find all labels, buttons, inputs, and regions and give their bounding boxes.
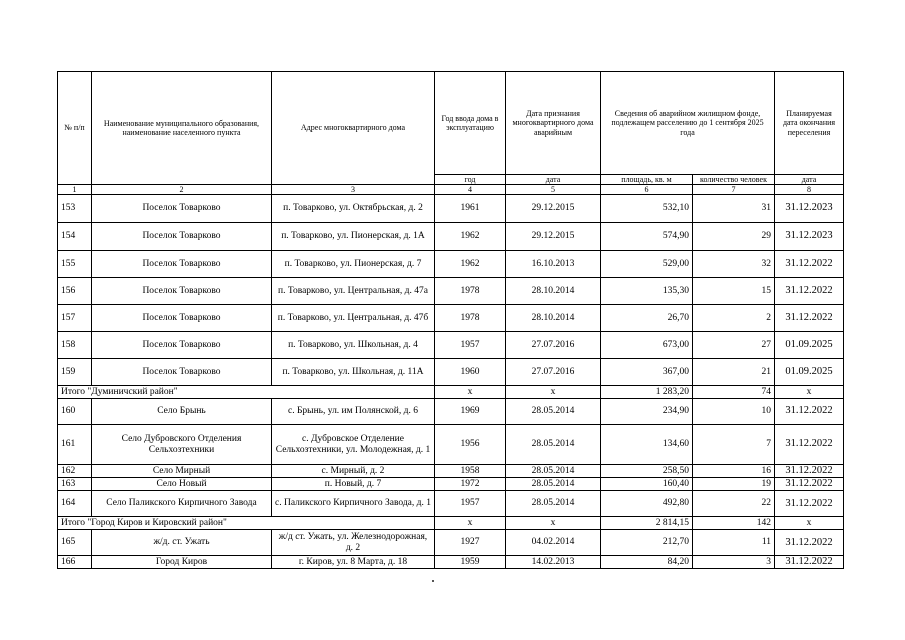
- row-area: 492,80: [601, 491, 693, 517]
- row-planned-date: 31.12.2022: [775, 530, 844, 556]
- row-emergency-date: 28.10.2014: [506, 305, 601, 332]
- row-municipality: Село Паликского Кирпичного Завода: [92, 491, 272, 517]
- header-col-number: № п/п: [58, 72, 92, 185]
- header-unit-plan-date: дата: [775, 175, 844, 185]
- row-people: 32: [693, 251, 775, 278]
- row-planned-date: 01.09.2025: [775, 359, 844, 386]
- row-area: 574,90: [601, 223, 693, 251]
- row-number: 157: [58, 305, 92, 332]
- table-row: [58, 556, 844, 569]
- column-number: 4: [435, 185, 506, 195]
- row-emergency-date: 29.12.2015: [506, 223, 601, 251]
- row-people: 22: [693, 491, 775, 517]
- row-year: 1957: [435, 332, 506, 359]
- row-area: 367,00: [601, 359, 693, 386]
- row-address: п. Товарково, ул. Центральная, д. 47б: [272, 305, 435, 332]
- row-municipality: Поселок Товарково: [92, 223, 272, 251]
- row-people: 7: [693, 425, 775, 465]
- table-row: [58, 530, 844, 556]
- table-row: [58, 251, 844, 278]
- row-people: 10: [693, 399, 775, 425]
- row-planned-date: 31.12.2022: [775, 425, 844, 465]
- row-address: п. Товарково, ул. Пионерская, д. 7: [272, 251, 435, 278]
- row-people: 2: [693, 305, 775, 332]
- row-area: 673,00: [601, 332, 693, 359]
- row-municipality: Село Мирный: [92, 465, 272, 478]
- row-address: п. Товарково, ул. Пионерская, д. 1А: [272, 223, 435, 251]
- total-area: 2 814,15: [601, 517, 693, 530]
- row-people: 11: [693, 530, 775, 556]
- row-municipality: Поселок Товарково: [92, 305, 272, 332]
- table-row: [58, 332, 844, 359]
- row-area: 26,70: [601, 305, 693, 332]
- row-people: 15: [693, 278, 775, 305]
- header-row: [58, 72, 844, 175]
- row-area: 234,90: [601, 399, 693, 425]
- table-row: [58, 223, 844, 251]
- row-year: 1960: [435, 359, 506, 386]
- row-number: 162: [58, 465, 92, 478]
- row-year: 1962: [435, 251, 506, 278]
- row-number: 165: [58, 530, 92, 556]
- row-municipality: Село Новый: [92, 478, 272, 491]
- row-area: 134,60: [601, 425, 693, 465]
- row-planned-date: 01.09.2025: [775, 332, 844, 359]
- row-people: 16: [693, 465, 775, 478]
- row-municipality: Поселок Товарково: [92, 278, 272, 305]
- row-people: 21: [693, 359, 775, 386]
- row-year: 1958: [435, 465, 506, 478]
- total-date: х: [506, 386, 601, 399]
- row-year: 1972: [435, 478, 506, 491]
- row-municipality: Село Дубровского Отделения Сельхозтехники: [92, 425, 272, 465]
- row-municipality: Поселок Товарково: [92, 251, 272, 278]
- row-area: 160,40: [601, 478, 693, 491]
- header-unit-date: дата: [506, 175, 601, 185]
- column-numbers-row: [58, 185, 844, 195]
- column-number: 3: [272, 185, 435, 195]
- row-municipality: ж/д. ст. Ужать: [92, 530, 272, 556]
- row-address: с. Паликского Кирпичного Завода, д. 1: [272, 491, 435, 517]
- row-people: 19: [693, 478, 775, 491]
- row-number: 161: [58, 425, 92, 465]
- row-emergency-date: 28.10.2014: [506, 278, 601, 305]
- row-planned-date: 31.12.2022: [775, 399, 844, 425]
- row-number: 164: [58, 491, 92, 517]
- table-row: [58, 278, 844, 305]
- resettlement-table: [57, 71, 844, 569]
- row-municipality: Город Киров: [92, 556, 272, 569]
- row-planned-date: 31.12.2023: [775, 195, 844, 223]
- row-year: 1962: [435, 223, 506, 251]
- table-row: [58, 399, 844, 425]
- row-people: 27: [693, 332, 775, 359]
- table-row: [58, 305, 844, 332]
- row-year: 1959: [435, 556, 506, 569]
- total-date: х: [506, 517, 601, 530]
- row-emergency-date: 04.02.2014: [506, 530, 601, 556]
- header-col-municipality: Наименование муниципального образования, наименование населенного пункта: [92, 72, 272, 185]
- row-area: 532,10: [601, 195, 693, 223]
- header-col-housing-info: Сведения об аварийном жилищном фонде, подлежащем расселению до 1 сентября 2025 года: [601, 72, 775, 175]
- row-emergency-date: 14.02.2013: [506, 556, 601, 569]
- row-emergency-date: 27.07.2016: [506, 359, 601, 386]
- row-year: 1956: [435, 425, 506, 465]
- row-municipality: Поселок Товарково: [92, 359, 272, 386]
- row-address: ж/д ст. Ужать, ул. Железнодорожная, д. 2: [272, 530, 435, 556]
- table-row: [58, 195, 844, 223]
- row-municipality: Поселок Товарково: [92, 195, 272, 223]
- row-address: п. Товарково, ул. Центральная, д. 47а: [272, 278, 435, 305]
- total-year: х: [435, 517, 506, 530]
- header-col-emergency-date: Дата признания многоквартирного дома аварийным: [506, 72, 601, 175]
- row-number: 166: [58, 556, 92, 569]
- row-area: 529,00: [601, 251, 693, 278]
- row-planned-date: 31.12.2022: [775, 478, 844, 491]
- column-number: 5: [506, 185, 601, 195]
- row-planned-date: 31.12.2022: [775, 491, 844, 517]
- row-people: 3: [693, 556, 775, 569]
- header-col-planned-date: Планируемая дата окончания переселения: [775, 72, 844, 175]
- total-plan: х: [775, 517, 844, 530]
- scan-speck: [432, 580, 434, 582]
- row-people: 29: [693, 223, 775, 251]
- row-address: п. Товарково, ул. Школьная, д. 11А: [272, 359, 435, 386]
- header-col-address: Адрес многоквартирного дома: [272, 72, 435, 185]
- total-label: Итого "Город Киров и Кировский район": [58, 517, 435, 530]
- header-unit-year: год: [435, 175, 506, 185]
- header-unit-people: количество человек: [693, 175, 775, 185]
- column-number: 8: [775, 185, 844, 195]
- total-people: 142: [693, 517, 775, 530]
- table-row: [58, 359, 844, 386]
- row-number: 156: [58, 278, 92, 305]
- row-municipality: Поселок Товарково: [92, 332, 272, 359]
- table-row: [58, 465, 844, 478]
- row-emergency-date: 28.05.2014: [506, 478, 601, 491]
- row-emergency-date: 28.05.2014: [506, 425, 601, 465]
- total-year: х: [435, 386, 506, 399]
- row-emergency-date: 28.05.2014: [506, 491, 601, 517]
- row-area: 135,30: [601, 278, 693, 305]
- row-planned-date: 31.12.2022: [775, 305, 844, 332]
- total-label: Итого "Думиничский район": [58, 386, 435, 399]
- row-year: 1961: [435, 195, 506, 223]
- row-emergency-date: 28.05.2014: [506, 399, 601, 425]
- row-number: 155: [58, 251, 92, 278]
- row-year: 1969: [435, 399, 506, 425]
- row-year: 1978: [435, 278, 506, 305]
- column-number: 2: [92, 185, 272, 195]
- row-year: 1978: [435, 305, 506, 332]
- row-number: 159: [58, 359, 92, 386]
- row-address: п. Новый, д. 7: [272, 478, 435, 491]
- row-number: 153: [58, 195, 92, 223]
- row-planned-date: 31.12.2022: [775, 278, 844, 305]
- column-number: 1: [58, 185, 92, 195]
- total-area: 1 283,20: [601, 386, 693, 399]
- row-year: 1927: [435, 530, 506, 556]
- row-address: с. Брынь, ул. им Полянской, д. 6: [272, 399, 435, 425]
- row-area: 258,50: [601, 465, 693, 478]
- table-row: [58, 478, 844, 491]
- table-row: [58, 491, 844, 517]
- total-row: [58, 517, 844, 530]
- total-row: [58, 386, 844, 399]
- header-col-year: Год ввода дома в эксплуатацию: [435, 72, 506, 175]
- row-area: 212,70: [601, 530, 693, 556]
- row-planned-date: 31.12.2022: [775, 251, 844, 278]
- row-number: 154: [58, 223, 92, 251]
- row-address: с. Мирный, д. 2: [272, 465, 435, 478]
- row-emergency-date: 27.07.2016: [506, 332, 601, 359]
- row-number: 160: [58, 399, 92, 425]
- row-address: п. Товарково, ул. Октябрьская, д. 2: [272, 195, 435, 223]
- total-plan: х: [775, 386, 844, 399]
- column-number: 6: [601, 185, 693, 195]
- row-address: с. Дубровское Отделение Сельхозтехники, ул. Молодежная, д. 1: [272, 425, 435, 465]
- row-planned-date: 31.12.2022: [775, 556, 844, 569]
- row-people: 31: [693, 195, 775, 223]
- row-number: 158: [58, 332, 92, 359]
- header-unit-area: площадь, кв. м: [601, 175, 693, 185]
- row-emergency-date: 29.12.2015: [506, 195, 601, 223]
- row-year: 1957: [435, 491, 506, 517]
- row-planned-date: 31.12.2022: [775, 465, 844, 478]
- row-number: 163: [58, 478, 92, 491]
- row-planned-date: 31.12.2023: [775, 223, 844, 251]
- row-emergency-date: 16.10.2013: [506, 251, 601, 278]
- row-address: г. Киров, ул. 8 Марта, д. 18: [272, 556, 435, 569]
- row-area: 84,20: [601, 556, 693, 569]
- total-people: 74: [693, 386, 775, 399]
- row-municipality: Село Брынь: [92, 399, 272, 425]
- column-number: 7: [693, 185, 775, 195]
- table-row: [58, 425, 844, 465]
- row-emergency-date: 28.05.2014: [506, 465, 601, 478]
- row-address: п. Товарково, ул. Школьная, д. 4: [272, 332, 435, 359]
